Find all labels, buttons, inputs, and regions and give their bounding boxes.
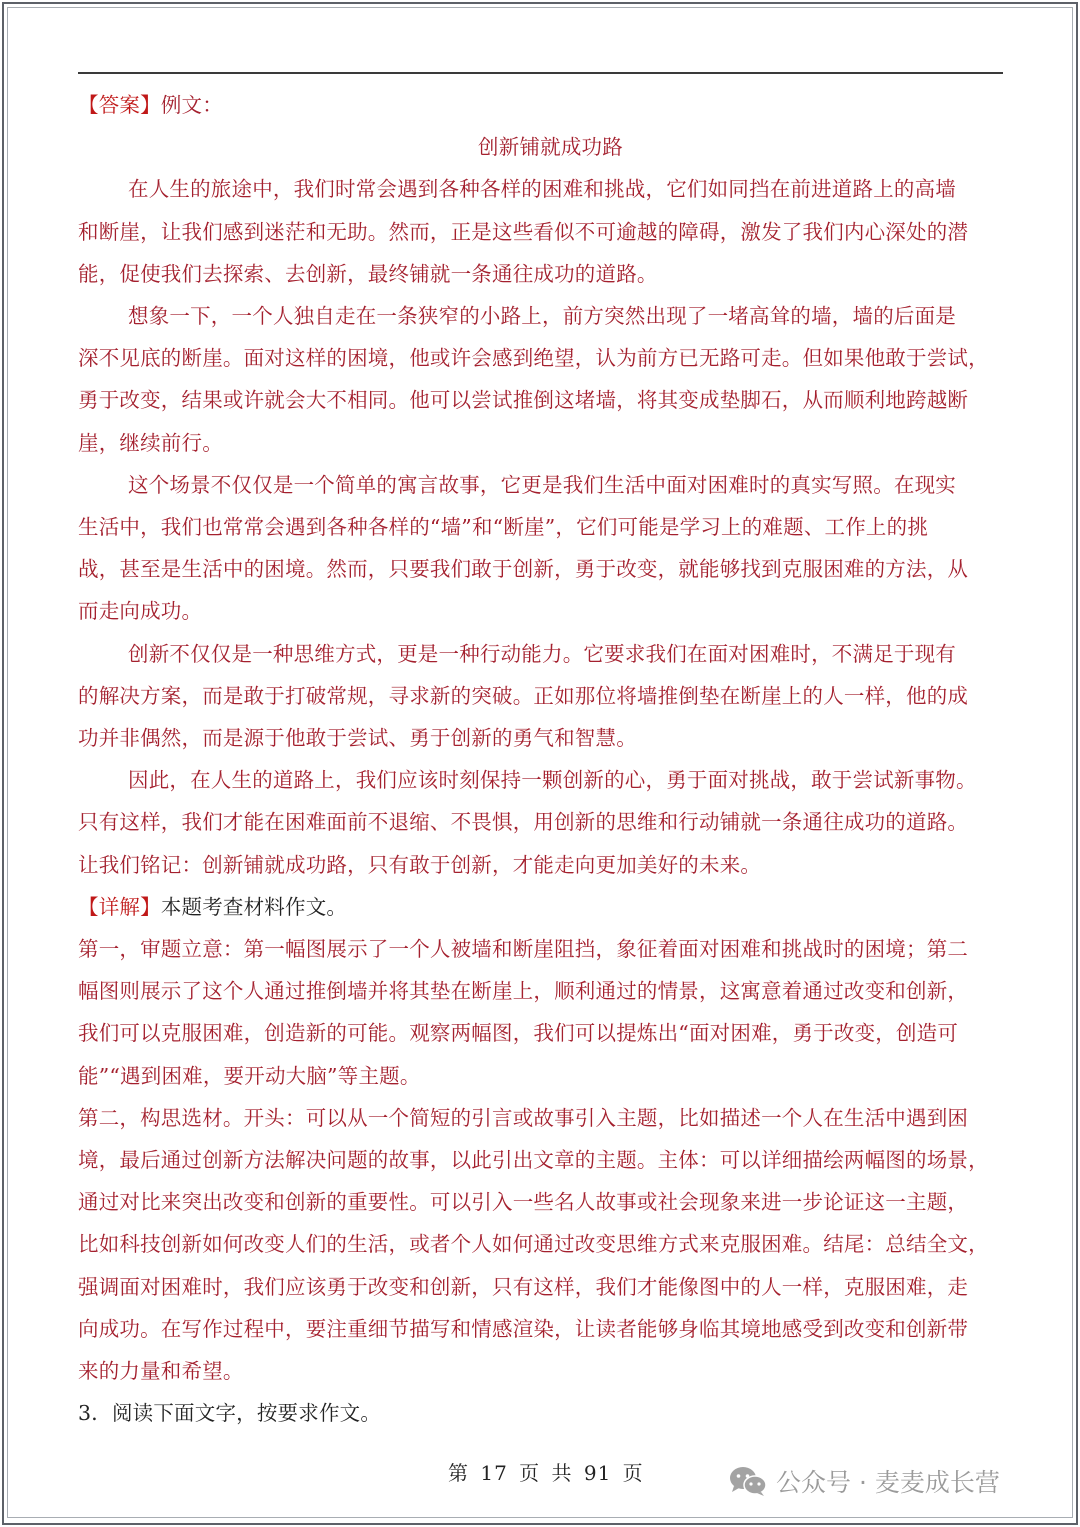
explanation-line: 强调面对困难时，我们应该勇于改变和创新，只有这样，我们才能像图中的人一样，克服困难，走 — [78, 1274, 969, 1299]
explanation-line: 向成功。在写作过程中，要注重细节描写和情感渲染，让读者能够身临其境地感受到改变和创新带 — [78, 1316, 969, 1341]
explanation-body — [78, 928, 1003, 1392]
essay-line: 的解决方案，而是敢于打破常规，寻求新的突破。正如那位将墙推倒垫在断崖上的人一样，他的成 — [78, 683, 969, 708]
explanation-heading — [78, 886, 1003, 928]
essay-line: 和断崖，让我们感到迷茫和无助。然而，正是这些看似不可逾越的障碍，激发了我们内心深处的潜 — [78, 219, 969, 244]
essay-line: 在人生的旅途中，我们时常会遇到各种各样的困难和挑战，它们如同挡在前进道路上的高墙 — [128, 177, 956, 202]
essay-line: 创新不仅仅是一种思维方式，更是一种行动能力。它要求我们在面对困难时，不满足于现有 — [128, 641, 956, 666]
page-number: 第 17 页 共 91 页 — [448, 1461, 644, 1485]
essay-line: 崖，继续前行。 — [78, 430, 223, 455]
wechat-icon — [728, 1465, 768, 1497]
essay-line: 而走向成功。 — [78, 599, 203, 624]
page-footer — [0, 1455, 1080, 1495]
essay-title: 创新铺就成功路 — [478, 135, 623, 160]
explanation-line: 能”“遇到困难，要开动大脑”等主题。 — [78, 1063, 421, 1088]
essay-line: 因此，在人生的道路上，我们应该时刻保持一颗创新的心，勇于面对挑战，敢于尝试新事物。 — [128, 768, 977, 793]
answer-label: 【答案】 — [78, 93, 161, 117]
answer-heading — [78, 84, 1003, 126]
explanation-line: 来的力量和希望。 — [78, 1359, 244, 1384]
essay-line: 生活中，我们也常常会遇到各种各样的“墙”和“断崖”，它们可能是学习上的难题、工作上的挑 — [78, 515, 929, 540]
next-question: 3．阅读下面文字，按要求作文。 — [78, 1401, 382, 1426]
header-rule — [78, 72, 1003, 74]
document-page — [78, 72, 1003, 1435]
explanation-line: 第二，构思选材。开头：可以从一个简短的引言或故事引入主题，比如描述一个人在生活中遇到困 — [78, 1105, 969, 1130]
answer-intro: 例文： — [160, 93, 223, 117]
essay-line: 这个场景不仅仅是一个简单的寓言故事，它更是我们生活中面对困难时的真实写照。在现实 — [128, 472, 956, 497]
essay-line: 勇于改变，结果或许就会大不相同。他可以尝试推倒这堵墙，将其变成垫脚石，从而顺利地跨越断 — [78, 388, 969, 413]
essay-line: 能，促使我们去探索、去创新，最终铺就一条通往成功的道路。 — [78, 261, 658, 286]
explanation-line: 境，最后通过创新方法解决问题的故事，以此引出文章的主题。主体：可以详细描绘两幅图的场景， — [78, 1148, 989, 1173]
watermark-text: 公众号 · 麦麦成长营 — [776, 1468, 1000, 1497]
explanation-line: 幅图则展示了这个人通过推倒墙并将其垫在断崖上，顺利通过的情景，这寓意着通过改变和创新， — [78, 979, 969, 1004]
explanation-line: 通过对比来突出改变和创新的重要性。可以引入一些名人故事或社会现象来进一步论证这一主题， — [78, 1190, 969, 1215]
essay-body — [78, 168, 1003, 885]
essay-line: 功并非偶然，而是源于他敢于尝试、勇于创新的勇气和智慧。 — [78, 726, 637, 751]
essay-line: 深不见底的断崖。面对这样的困境，他或许会感到绝望，认为前方已无路可走。但如果他敢于尝试， — [78, 346, 989, 371]
essay-line: 战，甚至是生活中的困境。然而，只要我们敢于创新，勇于改变，就能够找到克服困难的方法，从 — [78, 557, 969, 582]
explanation-line: 第一，审题立意：第一幅图展示了一个人被墙和断崖阻挡，象征着面对困难和挑战时的困境；第二 — [78, 937, 969, 962]
watermark — [728, 1463, 1000, 1499]
explanation-line: 比如科技创新如何改变人们的生活，或者个人如何通过改变思维方式来克服困难。结尾：总结全文， — [78, 1232, 989, 1257]
essay-line: 只有这样，我们才能在困难面前不退缩、不畏惧，用创新的思维和行动铺就一条通往成功的道路。 — [78, 810, 969, 835]
essay-line: 想象一下，一个人独自走在一条狭窄的小路上，前方突然出现了一堵高耸的墙，墙的后面是 — [128, 304, 956, 329]
explanation-label: 【详解】 — [78, 894, 161, 919]
explanation-line: 我们可以克服困难，创造新的可能。观察两幅图，我们可以提炼出“面对困难，勇于改变，创造可 — [78, 1021, 959, 1046]
essay-line: 让我们铭记：创新铺就成功路，只有敢于创新，才能走向更加美好的未来。 — [78, 852, 762, 877]
explanation-intro: 本题考查材料作文。 — [160, 894, 348, 919]
